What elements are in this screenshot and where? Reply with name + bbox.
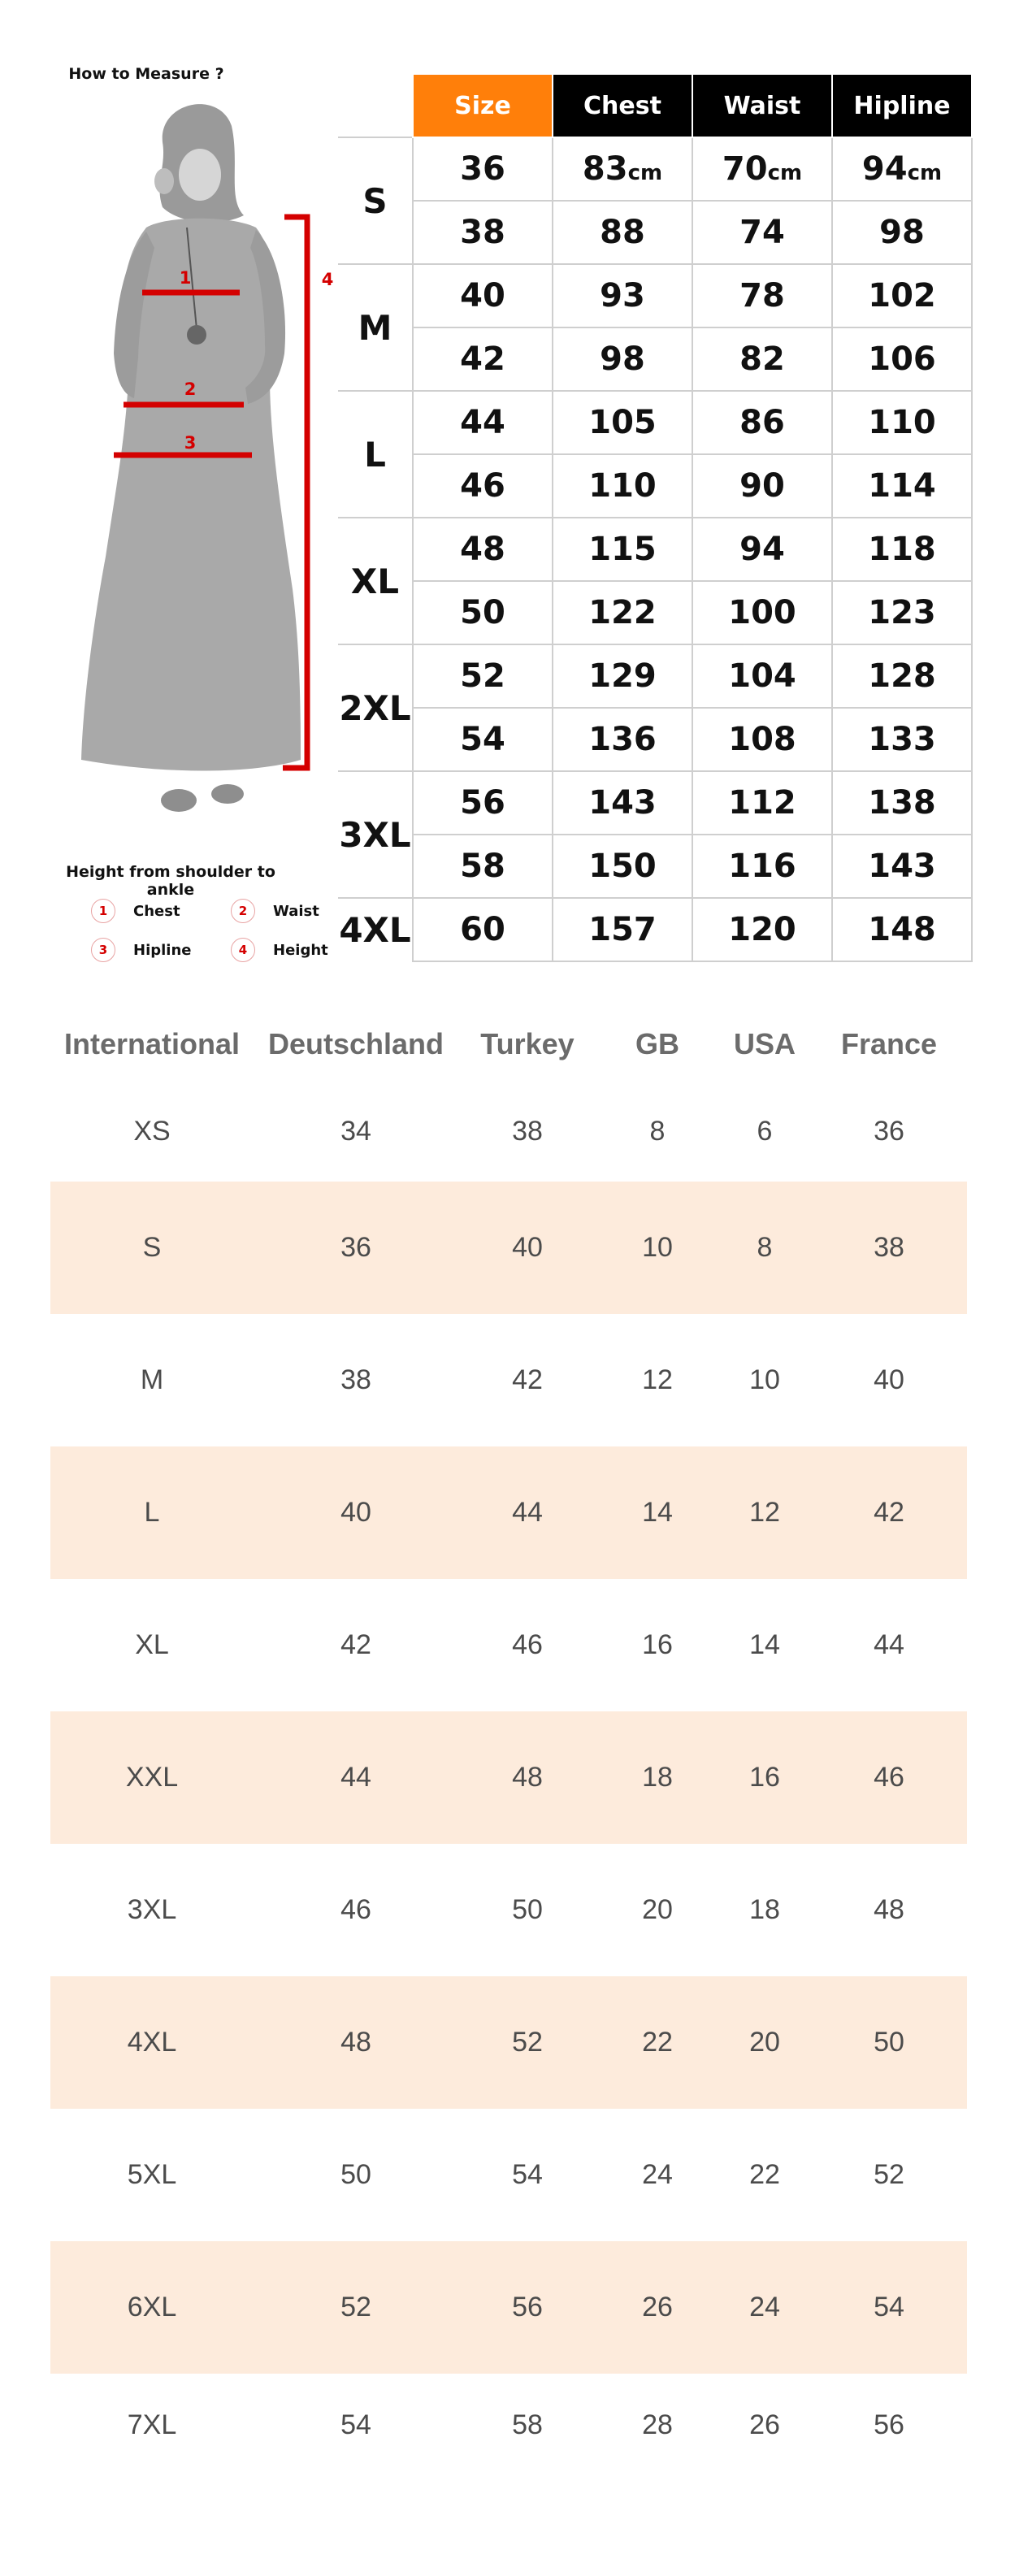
size-cell-size	[413, 644, 553, 708]
conversion-row	[50, 1314, 967, 1446]
conversion-cell: 22	[749, 2159, 780, 2190]
legend-hipline	[91, 936, 191, 964]
size-cell-hipline	[832, 201, 972, 264]
size-row	[338, 454, 972, 518]
conversion-cell: 54	[340, 2409, 371, 2440]
size-table-header-row	[338, 74, 972, 137]
size-value: 102	[868, 277, 936, 314]
size-value: 133	[868, 721, 936, 758]
size-value: 40	[460, 277, 505, 314]
conversion-cell: M	[140, 1364, 164, 1395]
size-cell-chest	[553, 201, 692, 264]
size-row	[338, 708, 972, 771]
size-value: 58	[460, 848, 505, 885]
shoe-right	[211, 784, 244, 804]
size-cell-size	[413, 391, 553, 454]
size-cell-size	[413, 771, 553, 835]
size-value: 110	[588, 467, 657, 505]
conversion-row	[50, 1081, 967, 1182]
conversion-cell: 16	[718, 1711, 811, 1844]
size-value: 88	[600, 214, 645, 251]
legend-number: 3	[91, 938, 115, 962]
size-cell-hipline	[832, 327, 972, 391]
conversion-cell: 40	[458, 1182, 596, 1314]
conversion-row	[50, 1711, 967, 1844]
conversion-cell: 5XL	[127, 2159, 177, 2190]
how-to-measure-title: How to Measure ?	[68, 65, 224, 83]
size-value: 90	[739, 467, 785, 505]
size-value: 48	[460, 531, 505, 568]
size-group-label: 2XL	[338, 644, 413, 771]
size-row	[338, 771, 972, 835]
size-cell-chest	[553, 518, 692, 581]
size-value: 98	[879, 214, 925, 251]
size-cell-hipline	[832, 454, 972, 518]
size-group-label: L	[338, 391, 413, 518]
size-cell-size	[413, 898, 553, 961]
size-value: 115	[588, 531, 657, 568]
conversion-header: GB	[635, 1027, 679, 1060]
size-value: 36	[460, 150, 505, 188]
size-value: 138	[868, 784, 936, 822]
size-value: 150	[588, 848, 657, 885]
size-value: 114	[868, 467, 936, 505]
size-conversion-table	[50, 1008, 967, 2476]
size-row	[338, 581, 972, 644]
size-value: 38	[460, 214, 505, 251]
conversion-cell: 40	[874, 1364, 904, 1395]
conversion-cell: 44	[874, 1629, 904, 1660]
conversion-cell: XXL	[50, 1711, 254, 1844]
conversion-cell: 42	[811, 1446, 967, 1579]
size-value: 116	[728, 848, 796, 885]
conversion-cell: 38	[811, 1182, 967, 1314]
conversion-cell: 48	[458, 1711, 596, 1844]
size-value: 108	[728, 721, 796, 758]
conversion-cell: 14	[596, 1446, 718, 1579]
size-value: 82	[739, 340, 785, 378]
conversion-cell: 6	[757, 1115, 773, 1147]
size-cell-hipline	[832, 137, 972, 201]
size-value: 44	[460, 404, 505, 441]
conversion-cell: L	[50, 1446, 254, 1579]
size-cell-hipline	[832, 391, 972, 454]
size-cell-waist	[692, 391, 832, 454]
size-row	[338, 201, 972, 264]
size-group-label: XL	[338, 518, 413, 644]
size-value: 104	[728, 657, 796, 695]
size-group-label: M	[338, 264, 413, 391]
conversion-table-body	[50, 1081, 967, 2476]
conversion-cell: 18	[749, 1894, 780, 1925]
size-cell-size	[413, 201, 553, 264]
conversion-header: Deutschland	[267, 1027, 444, 1060]
conversion-cell: 6XL	[50, 2241, 254, 2374]
unit-label: cm	[767, 161, 803, 185]
size-value: 136	[588, 721, 657, 758]
size-cell-hipline	[832, 771, 972, 835]
size-value: 94	[739, 531, 785, 568]
conversion-cell: 3XL	[127, 1894, 177, 1925]
conversion-cell: 54	[811, 2241, 967, 2374]
header-chest: Chest	[553, 74, 692, 137]
size-row	[338, 264, 972, 327]
size-cell-hipline	[832, 835, 972, 898]
conversion-cell: 10	[749, 1364, 780, 1395]
conversion-cell: 18	[596, 1711, 718, 1844]
size-value: 123	[868, 594, 936, 631]
size-cell-waist	[692, 264, 832, 327]
size-group-label: S	[338, 137, 413, 264]
size-cell-waist	[692, 898, 832, 961]
size-cell-chest	[553, 137, 692, 201]
size-value: 83	[582, 150, 628, 188]
conversion-header: France	[840, 1027, 938, 1060]
size-value: 100	[728, 594, 796, 631]
size-cell-waist	[692, 771, 832, 835]
size-cell-hipline	[832, 898, 972, 961]
conversion-cell: 24	[642, 2159, 673, 2190]
size-row	[338, 644, 972, 708]
conversion-row	[50, 2241, 967, 2374]
size-cell-waist	[692, 518, 832, 581]
size-cell-chest	[553, 391, 692, 454]
conversion-cell: 52	[874, 2159, 904, 2190]
marker-3: 3	[184, 433, 197, 453]
conversion-cell: 40	[254, 1446, 458, 1579]
size-cell-chest	[553, 454, 692, 518]
size-cell-waist	[692, 708, 832, 771]
hand-shape	[154, 168, 174, 194]
conversion-cell: 24	[718, 2241, 811, 2374]
conversion-cell: 44	[254, 1711, 458, 1844]
size-value: 112	[728, 784, 796, 822]
size-value: 120	[728, 911, 796, 948]
size-cell-waist	[692, 201, 832, 264]
size-value: 56	[460, 784, 505, 822]
shoe-left	[161, 789, 197, 812]
size-row	[338, 137, 972, 201]
size-value: 129	[588, 657, 657, 695]
conversion-cell: 22	[596, 1976, 718, 2109]
size-row	[338, 835, 972, 898]
conversion-cell: 56	[874, 2409, 904, 2440]
legend-label: Hipline	[133, 941, 192, 959]
conversion-cell: 50	[512, 1894, 543, 1925]
size-cell-size	[413, 137, 553, 201]
size-cell-size	[413, 708, 553, 771]
size-value: 86	[739, 404, 785, 441]
legend-chest	[91, 897, 180, 925]
size-value: 70	[722, 150, 768, 188]
size-value: 110	[868, 404, 936, 441]
header-blank	[338, 74, 413, 137]
conversion-cell: 8	[718, 1182, 811, 1314]
size-cell-hipline	[832, 518, 972, 581]
size-cell-chest	[553, 644, 692, 708]
conversion-cell: 56	[458, 2241, 596, 2374]
conversion-header-row	[50, 1008, 967, 1081]
unit-label: cm	[907, 161, 943, 185]
size-value: 143	[868, 848, 936, 885]
size-value: 78	[739, 277, 785, 314]
conversion-cell: 10	[596, 1182, 718, 1314]
size-row	[338, 518, 972, 581]
conversion-cell: 14	[749, 1629, 780, 1660]
conversion-cell: 50	[340, 2159, 371, 2190]
legend-number: 1	[91, 899, 115, 923]
conversion-cell: 38	[340, 1364, 371, 1395]
conversion-cell: XS	[133, 1115, 171, 1147]
face-shape	[179, 149, 221, 201]
size-value: 42	[460, 340, 505, 378]
size-value: 118	[868, 531, 936, 568]
size-value: 105	[588, 404, 657, 441]
conversion-cell: 48	[254, 1976, 458, 2109]
conversion-cell: 38	[512, 1115, 543, 1147]
measurement-guide	[0, 0, 341, 991]
conversion-cell: 36	[874, 1115, 904, 1147]
conversion-row	[50, 1844, 967, 1976]
size-value: 74	[739, 214, 785, 251]
size-value: 46	[460, 467, 505, 505]
conversion-cell: 34	[340, 1115, 371, 1147]
size-cell-hipline	[832, 644, 972, 708]
size-cell-chest	[553, 771, 692, 835]
size-value: 128	[868, 657, 936, 695]
size-value: 98	[600, 340, 645, 378]
conversion-row	[50, 1579, 967, 1711]
size-value: 54	[460, 721, 505, 758]
conversion-cell: 12	[718, 1446, 811, 1579]
conversion-cell: 26	[596, 2241, 718, 2374]
conversion-cell: 46	[340, 1894, 371, 1925]
conversion-cell: 58	[512, 2409, 543, 2440]
conversion-cell: 12	[642, 1364, 673, 1395]
conversion-cell: 50	[811, 1976, 967, 2109]
conversion-cell: 8	[649, 1115, 666, 1147]
conversion-cell: 52	[458, 1976, 596, 2109]
size-cell-chest	[553, 898, 692, 961]
size-value: 122	[588, 594, 657, 631]
size-cell-hipline	[832, 708, 972, 771]
conversion-cell: S	[50, 1182, 254, 1314]
legend-height	[231, 936, 328, 964]
conversion-cell: 7XL	[127, 2409, 177, 2440]
size-cell-waist	[692, 644, 832, 708]
conversion-row	[50, 1446, 967, 1579]
size-table-body	[338, 137, 972, 961]
conversion-cell: 36	[254, 1182, 458, 1314]
size-value: 148	[868, 911, 936, 948]
size-cell-hipline	[832, 264, 972, 327]
size-value: 93	[600, 277, 645, 314]
marker-1: 1	[179, 268, 192, 288]
marker-2: 2	[184, 379, 197, 399]
conversion-cell: 42	[340, 1629, 371, 1660]
height-caption: Height from shoulder to ankle	[66, 863, 275, 899]
conversion-cell: 20	[642, 1894, 673, 1925]
size-cell-hipline	[832, 581, 972, 644]
conversion-row	[50, 1182, 967, 1314]
size-cell-size	[413, 454, 553, 518]
size-group-label: 4XL	[338, 898, 413, 961]
size-cell-size	[413, 518, 553, 581]
conversion-cell: 4XL	[50, 1976, 254, 2109]
legend-number: 2	[231, 899, 255, 923]
size-row	[338, 327, 972, 391]
header-size: Size	[413, 74, 553, 137]
size-cell-chest	[553, 581, 692, 644]
conversion-cell: 54	[512, 2159, 543, 2190]
dress-figure-illustration	[57, 85, 349, 841]
size-cell-size	[413, 327, 553, 391]
legend-number: 4	[231, 938, 255, 962]
legend-waist	[231, 897, 319, 925]
size-cell-waist	[692, 137, 832, 201]
conversion-header: Turkey	[480, 1027, 575, 1060]
size-cell-waist	[692, 581, 832, 644]
size-value: 143	[588, 784, 657, 822]
size-chart-table	[338, 73, 973, 962]
size-cell-chest	[553, 327, 692, 391]
conversion-header: International	[63, 1027, 241, 1060]
size-cell-waist	[692, 327, 832, 391]
conversion-row	[50, 2374, 967, 2476]
conversion-cell: 44	[458, 1446, 596, 1579]
size-value: 157	[588, 911, 657, 948]
legend-label: Waist	[273, 902, 319, 920]
conversion-cell: 28	[642, 2409, 673, 2440]
size-cell-waist	[692, 454, 832, 518]
size-value: 50	[460, 594, 505, 631]
size-row	[338, 898, 972, 961]
header-hipline: Hipline	[832, 74, 972, 137]
conversion-cell: 26	[749, 2409, 780, 2440]
size-value: 94	[861, 150, 908, 188]
unit-label: cm	[627, 161, 663, 185]
header-waist: Waist	[692, 74, 832, 137]
conversion-cell: 20	[718, 1976, 811, 2109]
conversion-row	[50, 1976, 967, 2109]
conversion-cell: 52	[254, 2241, 458, 2374]
marker-4: 4	[321, 270, 334, 289]
size-row	[338, 391, 972, 454]
conversion-row	[50, 2109, 967, 2241]
conversion-cell: 16	[642, 1629, 673, 1660]
conversion-header: USA	[733, 1027, 796, 1060]
size-cell-size	[413, 835, 553, 898]
size-cell-size	[413, 581, 553, 644]
size-cell-waist	[692, 835, 832, 898]
size-value: 106	[868, 340, 936, 378]
conversion-cell: XL	[135, 1629, 169, 1660]
size-value: 52	[460, 657, 505, 695]
size-group-label: 3XL	[338, 771, 413, 898]
legend-label: Chest	[133, 902, 180, 920]
size-cell-chest	[553, 835, 692, 898]
conversion-cell: 46	[512, 1629, 543, 1660]
conversion-cell: 42	[512, 1364, 543, 1395]
size-cell-size	[413, 264, 553, 327]
size-value: 60	[460, 911, 505, 948]
size-cell-chest	[553, 264, 692, 327]
size-cell-chest	[553, 708, 692, 771]
legend-label: Height	[273, 941, 328, 959]
conversion-cell: 48	[874, 1894, 904, 1925]
conversion-cell: 46	[811, 1711, 967, 1844]
pendant-shape	[187, 325, 206, 345]
